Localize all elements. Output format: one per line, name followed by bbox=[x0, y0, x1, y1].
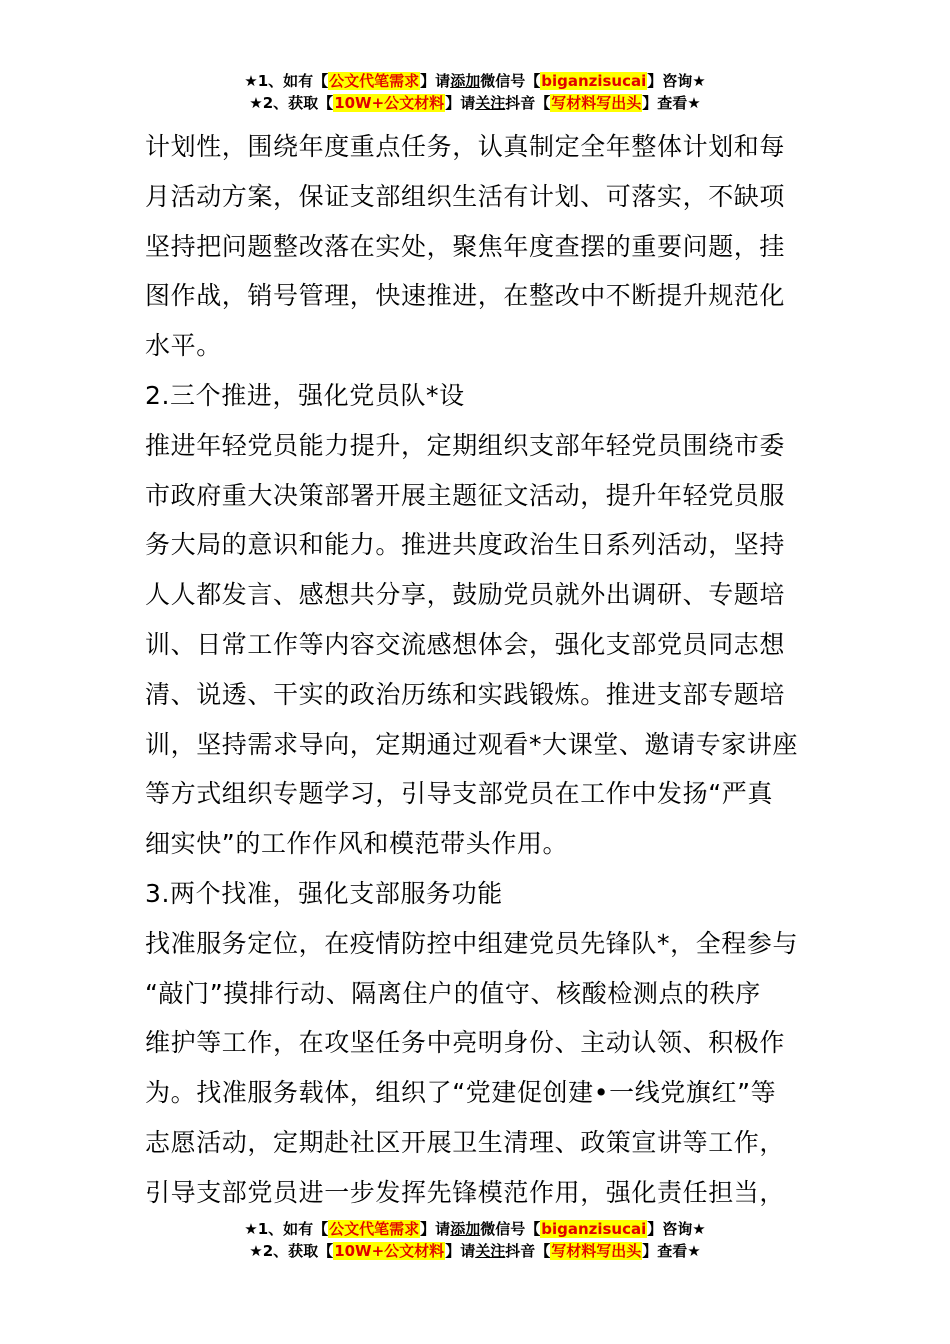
body-line: 训、日常工作等内容交流感想体会，强化支部党员同志想 bbox=[145, 629, 786, 659]
body-line: 月活动方案，保证支部组织生活有计划、可落实，不缺项 bbox=[145, 181, 786, 211]
highlight-douyin-account: 写材料写出头 bbox=[551, 94, 642, 112]
body-line: 维护等工作，在攻坚任务中亮明身份、主动认领、积极作 bbox=[145, 1028, 786, 1058]
body-line: 务大局的意识和能力。推进共度政治生日系列活动，坚持 bbox=[145, 530, 786, 560]
highlight-materials: 10W+公文材料 bbox=[334, 94, 445, 112]
body-line: 为。找准服务载体，组织了“党建促创建•一线党旗红”等 bbox=[145, 1078, 777, 1108]
highlight-service: 公文代笔需求 bbox=[329, 1220, 420, 1238]
highlight-service: 公文代笔需求 bbox=[329, 72, 420, 90]
footer-banner bbox=[0, 1218, 950, 1262]
section-heading-3: 3.两个找准，强化支部服务功能 bbox=[145, 878, 503, 908]
header-line-2: ★2、获取【10W+公文材料】请关注抖音【写材料写出头】查看★ bbox=[249, 94, 701, 112]
body-line: 市政府重大决策部署开展主题征文活动，提升年轻党员服 bbox=[145, 480, 786, 510]
body-line: “敲门”摸排行动、隔离住户的值守、核酸检测点的秩序 bbox=[145, 978, 761, 1008]
body-line: 引导支部党员进一步发挥先锋模范作用，强化责任担当， bbox=[145, 1177, 786, 1207]
body-line: 坚持把问题整改落在实处，聚焦年度查摆的重要问题，挂 bbox=[145, 231, 786, 261]
body-line: 志愿活动，定期赴社区开展卫生清理、政策宣讲等工作， bbox=[145, 1127, 786, 1157]
body-line: 等方式组织专题学习，引导支部党员在工作中发扬“严真 bbox=[145, 779, 773, 809]
body-line: 推进年轻党员能力提升，定期组织支部年轻党员围绕市委 bbox=[145, 430, 786, 460]
highlight-materials: 10W+公文材料 bbox=[334, 1242, 445, 1260]
header-banner bbox=[0, 70, 950, 114]
highlight-douyin-account: 写材料写出头 bbox=[551, 1242, 642, 1260]
footer-line-2: ★2、获取【10W+公文材料】请关注抖音【写材料写出头】查看★ bbox=[249, 1242, 701, 1260]
body-line: 人人都发言、感想共分享，鼓励党员就外出调研、专题培 bbox=[145, 580, 786, 610]
header-line-1: ★1、如有【公文代笔需求】请添加微信号【biganzisucai】咨询★ bbox=[244, 72, 706, 90]
body-line: 清、说透、干实的政治历练和实践锻炼。推进支部专题培 bbox=[145, 679, 786, 709]
footer-line-1: ★1、如有【公文代笔需求】请添加微信号【biganzisucai】咨询★ bbox=[244, 1220, 706, 1238]
section-heading-2: 2.三个推进，强化党员队*设 bbox=[145, 380, 465, 410]
body-line: 训，坚持需求导向，定期通过观看*大课堂、邀请专家讲座 bbox=[145, 729, 799, 759]
highlight-wechat-id: biganzisucai bbox=[541, 72, 647, 90]
body-line: 计划性，围绕年度重点任务，认真制定全年整体计划和每 bbox=[145, 132, 786, 161]
document-body bbox=[145, 122, 815, 1218]
body-line: 水平。 bbox=[145, 331, 222, 361]
body-line: 细实快”的工作作风和模范带头作用。 bbox=[145, 829, 569, 859]
highlight-wechat-id: biganzisucai bbox=[541, 1220, 647, 1238]
body-line: 找准服务定位，在疫情防控中组建党员先锋队*，全程参与 bbox=[145, 928, 799, 958]
body-line: 图作战，销号管理，快速推进，在整改中不断提升规范化 bbox=[145, 281, 786, 311]
